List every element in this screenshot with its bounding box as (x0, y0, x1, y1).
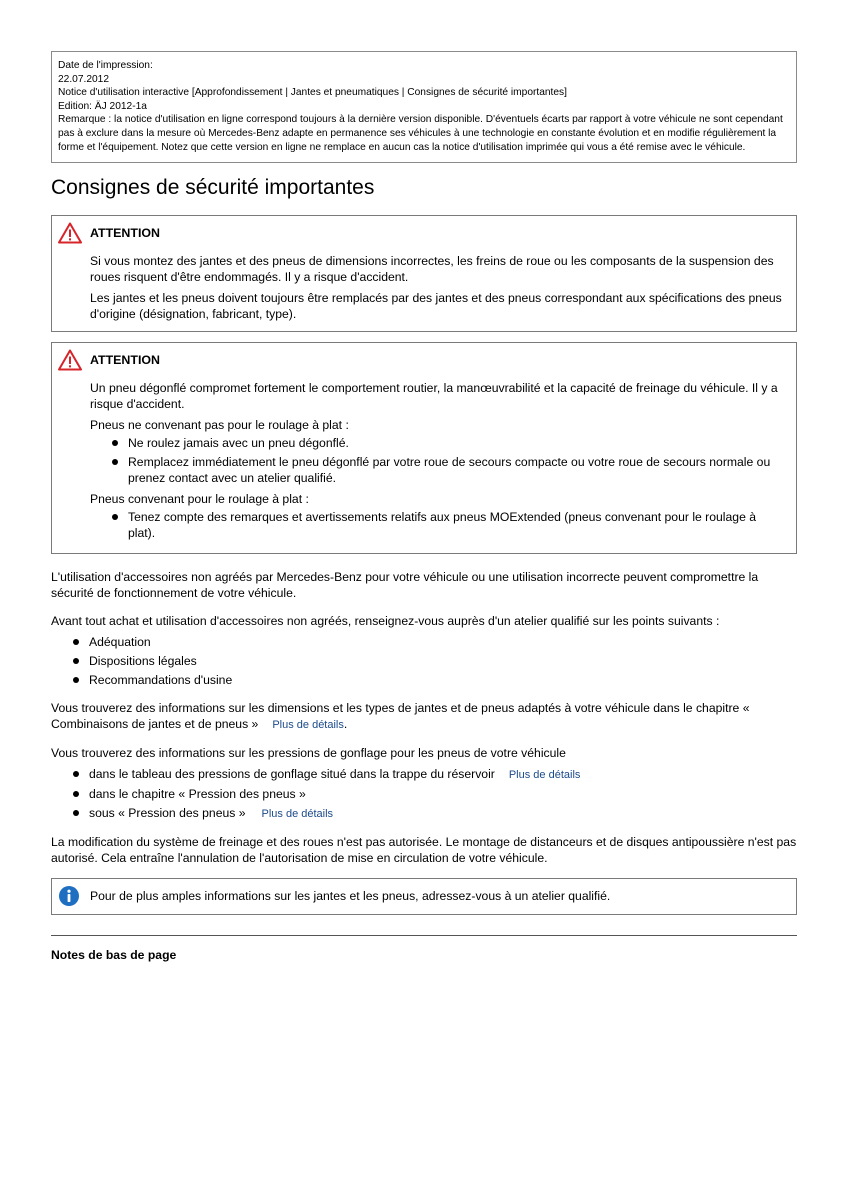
list-item (51, 805, 797, 822)
footnote-divider (51, 935, 797, 936)
warning-text: Les jantes et les pneus doivent toujours être remplacés par des jantes et des pneus correspondant aux spécifications des pneus d'origine (désignation, fabricant, type). (90, 291, 782, 322)
warning-subheading: Pneus ne convenant pas pour le roulage à plat : (90, 418, 349, 433)
list-item-text: dans le tableau des pressions de gonflage situé dans la trappe du réservoir (89, 767, 495, 782)
paragraph-dimensions (51, 700, 797, 733)
warning-text: Si vous montez des jantes et des pneus de dimensions incorrectes, les freins de roue ou les composants de la suspension des roues risquent d'être endommagés. Il y a risque d'accident. (90, 254, 774, 285)
list-item: Ne roulez jamais avec un pneu dégonflé. (90, 435, 786, 451)
warning-list (90, 509, 786, 541)
more-details-link[interactable]: Plus de détails (272, 719, 344, 732)
edition: Edition: ÄJ 2012-1a (58, 100, 147, 112)
warning-list (90, 435, 786, 486)
page-title: Consignes de sécurité importantes (51, 176, 375, 200)
more-details-link[interactable]: Plus de détails (261, 808, 334, 821)
list-item: Recommandations d'usine (51, 672, 797, 688)
info-text: Pour de plus amples informations sur les jantes et les pneus, adressez-vous à un atelier qualifié. (90, 889, 611, 904)
print-header (51, 51, 797, 163)
info-icon (58, 885, 80, 907)
warning-triangle-icon (58, 222, 82, 244)
warning-box-1 (51, 215, 797, 332)
print-date: 22.07.2012 (58, 73, 109, 85)
remark: Remarque : la notice d'utilisation en ligne correspond toujours à la dernière version disponible. D'éventuels écarts par rapport à votre véhicule ne sont cependant pas à exclure dans la mesure où Mercedes-Benz adapte en permanence ses véhicules à une technologie en constante évolution et en modifie régulièrement la forme et l'équipement. Notez que cette version en ligne ne remplace en aucun cas la notice d'utilisation imprimée qui vous a été remise avec le véhicule. (58, 114, 783, 153)
paragraph-modification: La modification du système de freinage et des roues n'est pas autorisée. Le montage de distanceurs et de disques antipoussière n'est pas autorisé. Cela entraîne l'annulation de l'autorisation de mise en circulation de votre véhicule. (51, 835, 797, 866)
warning-triangle-icon (58, 349, 82, 371)
breadcrumb: Notice d'utilisation interactive [Approfondissement | Jantes et pneumatiques | Consignes de sécurité importantes] (58, 87, 567, 99)
print-date-label: Date de l'impression: (58, 60, 153, 71)
warning-box-2 (51, 342, 797, 554)
list-item: Remplacez immédiatement le pneu dégonflé par votre roue de secours compacte ou votre roue de secours normale ou prenez contact avec un atelier qualifié. (90, 454, 786, 486)
list-item: Dispositions légales (51, 653, 797, 669)
list-item: Adéquation (51, 634, 797, 650)
paragraph-accessories: L'utilisation d'accessoires non agréés par Mercedes-Benz pour votre véhicule ou une utilisation incorrecte peuvent compromettre la sécurité de fonctionnement de votre véhicule. (51, 570, 759, 601)
document-page (51, 51, 797, 962)
list-item: Tenez compte des remarques et avertissements relatifs aux pneus MOExtended (pneus convenant pour le roulage à plat). (90, 509, 786, 541)
pressure-list (51, 766, 797, 822)
paragraph-dimensions-text: Vous trouverez des informations sur les dimensions et les types de jantes et de pneus adaptés à votre véhicule dans le chapitre « Combinaisons de jantes et de pneus » (51, 701, 750, 732)
warning-title: ATTENTION (90, 353, 160, 368)
paragraph-pressures: Vous trouverez des informations sur les pressions de gonflage pour les pneus de votre véhicule (51, 746, 566, 761)
warning-title: ATTENTION (90, 226, 160, 241)
info-box (51, 878, 797, 915)
list-item (51, 786, 797, 802)
list-item-text: dans le chapitre « Pression des pneus » (89, 787, 306, 802)
warning-subheading: Pneus convenant pour le roulage à plat : (90, 492, 309, 507)
paragraph-dimensions-end: . (343, 717, 348, 732)
list-item-text: sous « Pression des pneus » (89, 806, 246, 821)
paragraph-before-purchase: Avant tout achat et utilisation d'accessoires non agréés, renseignez-vous auprès d'un atelier qualifié sur les points suivants : (51, 614, 720, 629)
footnotes-heading: Notes de bas de page (51, 948, 177, 963)
more-details-link[interactable]: Plus de détails (508, 769, 581, 782)
warning-text: Un pneu dégonflé compromet fortement le comportement routier, la manœuvrabilité et la capacité de freinage du véhicule. Il y a risque d'accident. (90, 381, 778, 412)
check-points-list (51, 634, 797, 688)
list-item (51, 766, 797, 783)
